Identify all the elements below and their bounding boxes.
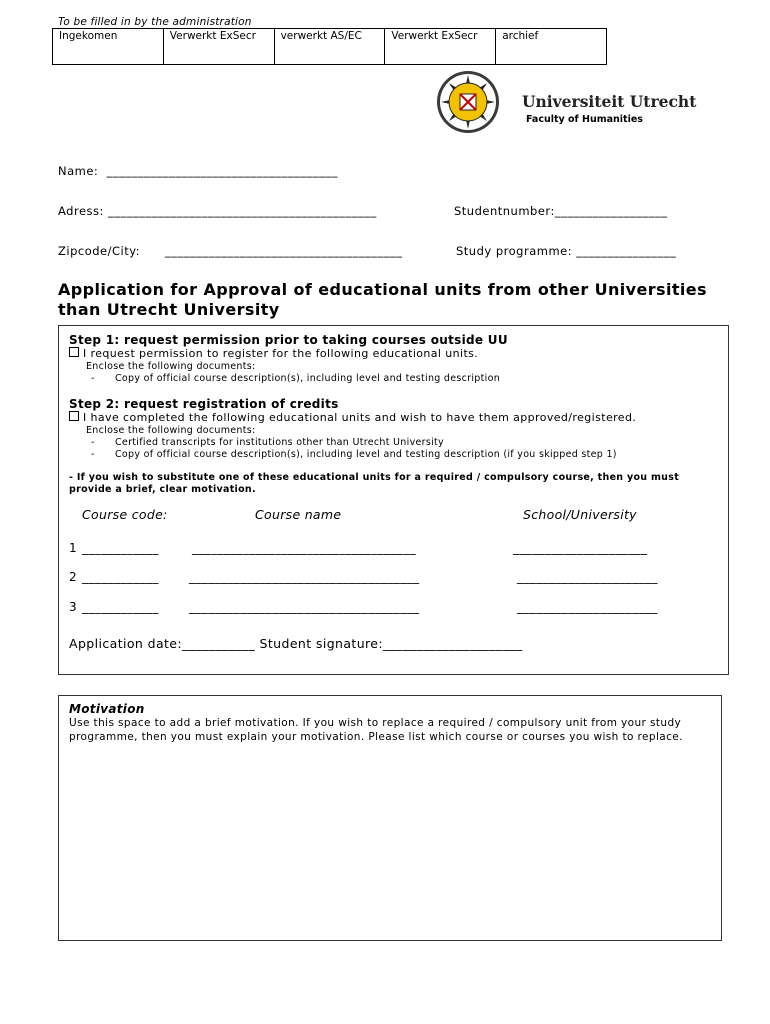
course-row-1-school[interactable]: _____________________: [513, 541, 648, 555]
admin-cell-verwerkt-exsecr-2[interactable]: Verwerkt ExSecr: [385, 29, 496, 64]
substitute-note: - If you wish to substitute one of these educational units for a required / compulsory course, then you must provide a brief, clear motivation.: [69, 472, 680, 495]
step2-checkbox[interactable]: [69, 411, 79, 421]
motivation-heading: Motivation: [69, 702, 145, 716]
step2-check-line: [69, 411, 636, 424]
study-programme-field[interactable]: Study programme: ________________: [456, 244, 677, 258]
step2-check-label: I have completed the following educational units and wish to have them approved/registered.: [83, 411, 637, 424]
step2-enclose: Enclose the following documents:: [86, 425, 256, 436]
admin-cell-verwerkt-as-ec[interactable]: verwerkt AS/EC: [275, 29, 386, 64]
step1-item-1: - Copy of official course description(s), including level and testing description: [91, 373, 501, 384]
address-field[interactable]: Adress: ___________________________________________: [58, 204, 377, 218]
course-row-2-num: 2: [69, 570, 78, 584]
name-field[interactable]: Name: _____________________________________: [58, 164, 338, 178]
step2-item-1: - Certified transcripts for institutions other than Utrecht University: [91, 437, 444, 448]
form-title: Application for Approval of educational units from other Universities than Utrecht University: [58, 280, 707, 319]
utrecht-sun-seal-icon: [436, 70, 500, 134]
admin-cell-verwerkt-exsecr[interactable]: Verwerkt ExSecr: [164, 29, 275, 64]
step1-check-line: [69, 347, 478, 360]
admin-table: [52, 28, 607, 65]
school-header: School/University: [523, 507, 637, 522]
step1-checkbox[interactable]: [69, 347, 79, 357]
admin-cell-ingekomen[interactable]: Ingekomen: [53, 29, 164, 64]
university-name: Universiteit Utrecht: [522, 92, 697, 111]
course-row-2-school[interactable]: ______________________: [517, 570, 658, 584]
course-row-1-code[interactable]: ____________: [82, 541, 159, 555]
course-row-2-name[interactable]: ____________________________________: [189, 570, 420, 584]
admin-cell-archief[interactable]: archief: [502, 30, 539, 42]
faculty-name: Faculty of Humanities: [526, 114, 643, 125]
admin-note: To be filled in by the administration: [58, 16, 252, 28]
course-code-header: Course code:: [82, 507, 168, 522]
step1-enclose: Enclose the following documents:: [86, 361, 256, 372]
application-date-signature[interactable]: Application date:___________ Student signature:_____________________: [69, 636, 523, 651]
course-name-header: Course name: [255, 507, 342, 522]
course-row-2-code[interactable]: ____________: [82, 570, 159, 584]
course-row-3-school[interactable]: ______________________: [517, 600, 658, 614]
course-row-3-code[interactable]: ____________: [82, 600, 159, 614]
step1-check-label: I request permission to register for the following educational units.: [83, 347, 479, 360]
zipcode-city-field[interactable]: Zipcode/City: ______________________________________: [58, 244, 403, 258]
course-row-1-num: 1: [69, 541, 78, 555]
course-row-3-name[interactable]: ____________________________________: [189, 600, 420, 614]
course-row-1-name[interactable]: ___________________________________: [192, 541, 416, 555]
step2-item-2: - Copy of official course description(s), including level and testing description (if you skipped step 1): [91, 449, 617, 460]
step2-heading: Step 2: request registration of credits: [69, 397, 339, 411]
motivation-instructions: Use this space to add a brief motivation. If you wish to replace a required / compulsory unit from your study programme, then you must explain your motivation. Please list which course or courses you wish to replace.: [69, 717, 683, 743]
studentnumber-field[interactable]: Studentnumber:__________________: [454, 204, 668, 218]
step1-heading: Step 1: request permission prior to taking courses outside UU: [69, 333, 508, 347]
course-row-3-num: 3: [69, 600, 78, 614]
